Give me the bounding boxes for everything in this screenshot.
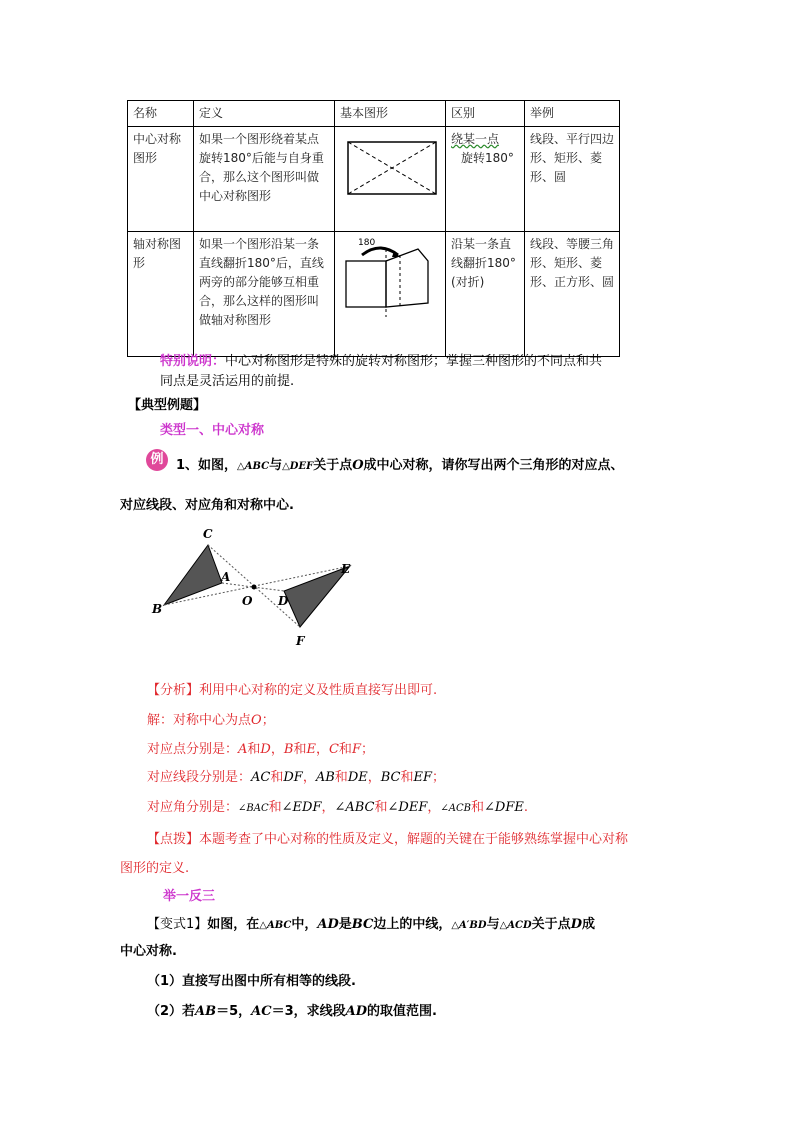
math-point: B [283,742,294,757]
math-triangle: △DEF [282,461,314,472]
solution-line-2 [147,740,374,760]
special-note [160,352,602,372]
row-figure [335,232,446,357]
variant-label: 【变式1】 [147,917,208,932]
solution-text: 和 [400,770,414,785]
row-examples: 线段、等腰三角形、矩形、菱形、正方形、圆 [525,232,620,357]
header-cell: 基本图形 [335,101,446,127]
math-segment: AB [195,1004,217,1019]
header-cell: 定义 [194,101,335,127]
solution-text: ； [432,770,446,785]
solution-line-4 [147,798,528,819]
variant-question-2 [147,1002,437,1022]
point-label-b: B [152,602,163,616]
point-label-e: E [341,562,351,576]
solution-text: ， [367,770,381,785]
row-difference: 沿某一条直线翻折180°(对折) [446,232,525,357]
math-point: F [351,742,361,757]
example-question-line2: 对应线段、对应角和对称中心. [120,498,294,513]
solution-text: 对应角分别是： [147,800,239,815]
solution-text: 和 [374,800,388,815]
tip-text: 本题考查了中心对称的性质及定义，解题的关键在于能够熟练掌握中心对称 [199,832,629,847]
math-segment: AB [315,770,335,785]
axial-symmetry-figure [340,235,440,320]
solution-text: 和 [293,742,307,757]
variant-text: （2）若 [147,1004,196,1019]
math-point: C [328,742,339,757]
variant-text: ＝3，求线段 [271,1004,346,1019]
variant-text: 边上的中线， [373,917,452,932]
math-segment: AD [345,1004,368,1019]
analysis-label: 【分析】 [147,683,200,698]
header-cell: 名称 [128,101,194,127]
solution-text: 和 [334,770,348,785]
row-name: 轴对称图形 [128,232,194,357]
example-number: 1、如图， [176,458,238,473]
math-triangle: △ABC [259,920,292,931]
row-difference [446,127,525,232]
solution-text: 和 [268,800,282,815]
tip-label: 【点拨】 [147,832,200,847]
math-point: E [306,742,316,757]
point-label-f: F [296,634,305,648]
variant-text: 如图，在 [207,917,260,932]
tip-text-2: 图形的定义. [120,861,190,876]
note-text-2: 同点是灵活运用的前提. [160,374,295,389]
variant-text: 成 [581,917,595,932]
math-triangle: △ACD [499,920,532,931]
solution-text: ， [315,742,329,757]
analysis-text: 利用中心对称的定义及性质直接写出即可. [199,683,438,698]
solution-line-1 [147,711,275,731]
solution-line-3 [147,768,445,788]
point-label-c: C [203,527,213,541]
practice-heading: 举一反三 [163,889,216,904]
solution-text: ， [427,800,441,815]
example-badge: 例 [146,449,168,471]
table-row [128,127,620,232]
math-segment: AC [251,1004,272,1019]
solution-text: ； [261,713,275,728]
variant-text: 关于点 [531,917,571,932]
math-point: O [352,458,364,473]
math-angle: ∠BAC [238,803,269,814]
math-angle: ∠ABC [334,800,375,815]
math-segment: AC [251,770,271,785]
central-symmetry-figure [340,136,440,196]
math-segment: EF [413,770,433,785]
math-triangle: △ABC [237,461,270,472]
variant-question-1: （1）直接写出图中所有相等的线段. [147,974,356,989]
math-point: A [238,742,248,757]
math-angle: ∠DFE [484,800,524,815]
row-definition: 如果一个图形沿某一条直线翻折180°后，直线两旁的部分能够互相重合，那么这样的图形叫做轴对称图形 [194,232,335,357]
variant-text: 的取值范围. [367,1004,437,1019]
difference-text: 绕某一点 [451,132,500,146]
example-question-line1 [176,456,624,477]
math-angle: ∠EDF [281,800,322,815]
note-label: 特别说明： [160,354,226,369]
figure-angle-label: 180 [358,238,376,248]
point-label-a: A [221,570,231,584]
example-text: 成中心对称，请你写出两个三角形的对应点、 [363,458,624,473]
row-examples: 线段、平行四边形、矩形、菱形、圆 [525,127,620,232]
solution-text: 和 [247,742,261,757]
section-heading: 【典型例题】 [128,398,207,413]
math-segment: DF [283,770,303,785]
solution-text: 解：对称中心为点 [147,713,252,728]
example-text: 关于点 [313,458,353,473]
symmetry-figure [150,525,360,650]
variant-line-1 [147,915,595,936]
example-text: 与 [269,458,283,473]
header-cell: 举例 [525,101,620,127]
variant-text: 中， [291,917,318,932]
math-segment: AD [317,917,339,932]
solution-text: ， [270,742,284,757]
solution-text: 对应点分别是： [147,742,239,757]
comparison-table [127,100,620,357]
math-point: O [251,713,262,728]
solution-text: ； [360,742,374,757]
variant-text: 与 [486,917,500,932]
row-figure [335,127,446,232]
point-label-d: D [278,594,289,608]
solution-text: 对应线段分别是： [147,770,252,785]
solution-text: ， [321,800,335,815]
variant-line-2: 中心对称. [120,944,177,959]
math-segment: DE [347,770,368,785]
solution-text: 和 [270,770,284,785]
header-cell: 区别 [446,101,525,127]
point-label-o: O [242,594,253,608]
type-heading: 类型一、中心对称 [160,423,265,438]
variant-text: ＝5， [216,1004,252,1019]
solution-text: 和 [338,742,352,757]
math-angle: ∠DEF [387,800,428,815]
solution-text: 和 [470,800,484,815]
tip [147,830,628,850]
analysis [147,681,437,701]
math-point: D [570,917,582,932]
row-definition: 如果一个图形绕着某点旋转180°后能与自身重合，那么这个图形叫做中心对称图形 [194,127,335,232]
math-angle: ∠ACB [440,803,471,814]
difference-text: 旋转180° [461,151,514,165]
math-point: D [260,742,271,757]
solution-text: ， [302,770,316,785]
math-triangle: △A′BD [451,920,487,931]
variant-text: 是 [338,917,352,932]
math-segment: BC [380,770,401,785]
math-segment: BC [351,917,374,932]
solution-text: . [523,800,528,815]
note-text: 中心对称图形是特殊的旋转对称图形；掌握三种图形的不同点和共 [225,354,603,369]
row-name: 中心对称图形 [128,127,194,232]
table-header-row [128,101,620,127]
table-row [128,232,620,357]
